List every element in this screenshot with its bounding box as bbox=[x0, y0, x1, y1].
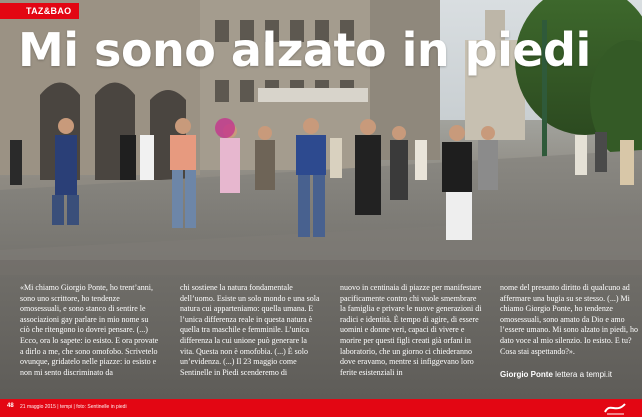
tempi-logo-icon bbox=[602, 400, 628, 416]
page-number: 48 bbox=[7, 403, 14, 409]
article-column-4: nome del presunto diritto di qualcuno ad affermare una bugia su se stesso. (...) Mi chiamo Giorgio Ponte, ho tendenze omosessuali, sono amato da Dio e amo l’essere umano. Mi sono alzato in piedi, ho dato voce al mio silenzio. Io esisto. E tu? Cosa stai aspettando?». bbox=[500, 283, 638, 356]
footer-bar bbox=[0, 399, 642, 417]
article-signature bbox=[500, 370, 612, 379]
footer-info: 21 maggio 2015 | tempi | foto: Sentinelle in piedi bbox=[20, 403, 127, 410]
signature-source: lettera a tempi.it bbox=[552, 370, 613, 379]
headline: Mi sono alzato in piedi bbox=[18, 23, 591, 77]
author-name: Giorgio Ponte bbox=[500, 370, 553, 379]
article-column-1: «Mi chiamo Giorgio Ponte, ho trent’anni, sono uno scrittore, ho tendenze omosessuali, e sono stanco di sentire le associazioni gay parlare in mio nome su ciò che ritengono io dovrei pensare. (...) Ecco, ora lo sapete: io esisto. E ora provate a dirlo a me, che sono omofobo. Scrivetelo ovunque, gridatelo nelle piazze: io esisto e non mi sento discriminato da bbox=[20, 283, 159, 377]
article-column-2: chi sostiene la natura fondamentale dell’uomo. Esiste un solo mondo e una sola natura cui apparteniamo: quella umana. E l’unica differenza reale in questa natura è quella tra maschile e femminile. L’unica differenza la cui unione può generare la vita. Questa non è omofobia. (...) È solo un’evidenza. (...) Il 23 maggio come Sentinelle in Piedi scenderemo di bbox=[180, 283, 320, 377]
section-rubric: TAZ&BAO bbox=[0, 3, 79, 19]
article-column-3: nuovo in centinaia di piazze per manifestare pacificamente contro chi vuole smembrare la famiglia e privare le nuove generazioni di radici e identità. È tempo di agire, di essere uomini e donne veri, capaci di vivere e morire per questi figli creati già orfani in laboratorio, che un giorno ci chiederanno dove eravamo, mentre si infiggevano loro ferite esistenziali in bbox=[340, 283, 482, 377]
